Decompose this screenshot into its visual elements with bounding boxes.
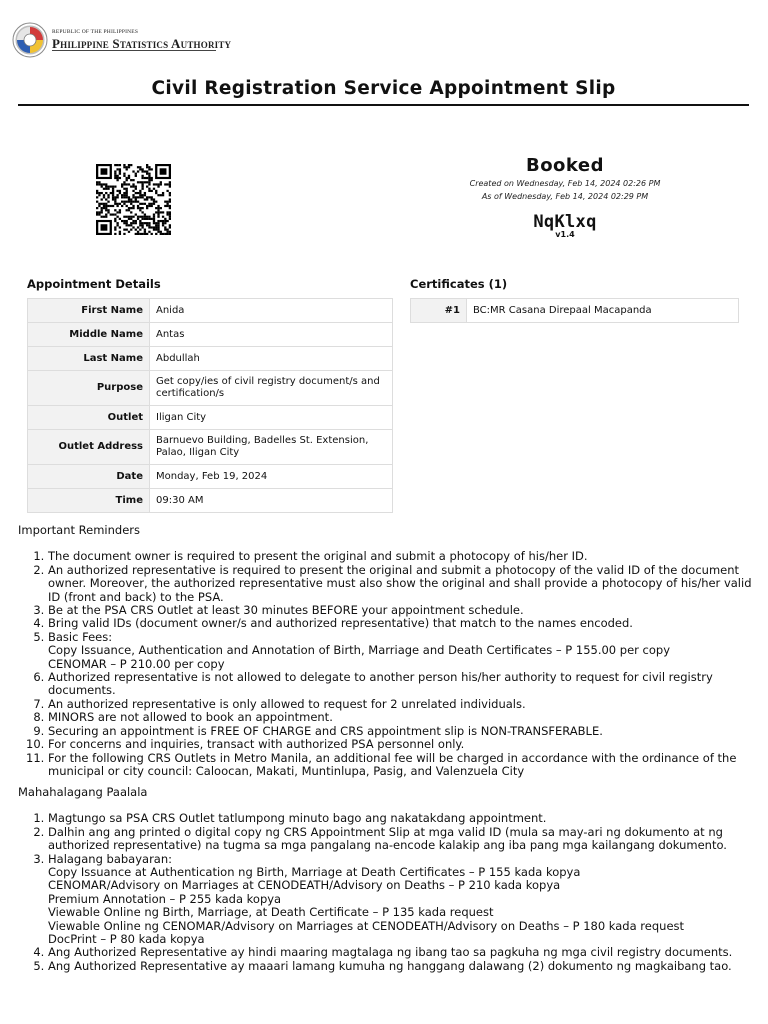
paalala-section	[18, 786, 754, 973]
table-row	[28, 430, 393, 465]
version-label: v1.4	[555, 230, 575, 239]
last-name-label: Last Name	[28, 347, 150, 371]
table-row	[28, 465, 393, 489]
org-name-underline	[52, 50, 216, 51]
psa-seal-logo	[12, 22, 48, 58]
paalala-heading: Mahahalagang Paalala	[18, 785, 148, 799]
middle-name-value: Antas	[150, 323, 393, 347]
table-row	[28, 406, 393, 430]
list-item: 5. Ang Authorized Representative ay maaari lamang kumuha ng hanggang dalawang (2) dokumento ng magkaibang tao.	[48, 960, 754, 973]
as-of-timestamp: As of Wednesday, Feb 14, 2024 02:29 PM	[481, 192, 649, 201]
list-item: 7. An authorized representative is only allowed to request for 2 unrelated individuals.	[48, 698, 754, 711]
reminders-list	[48, 550, 754, 778]
list-item: 11. For the following CRS Outlets in Metro Manila, an additional fee will be charged in accordance with the ordinance of the municipal or city council: Caloocan, Makati, Muntinlupa, Pasig, and Valenzuela City	[48, 752, 754, 779]
certificate-value: BC:MR Casana Direpaal Macapanda	[467, 299, 739, 323]
outlet-label: Outlet	[28, 406, 150, 430]
list-item: 8. MINORS are not allowed to book an appointment.	[48, 711, 754, 724]
created-timestamp: Created on Wednesday, Feb 14, 2024 02:26 PM	[469, 179, 661, 188]
table-row	[28, 323, 393, 347]
date-value: Monday, Feb 19, 2024	[150, 465, 393, 489]
org-name-block	[52, 30, 231, 51]
list-item: 9. Securing an appointment is FREE OF CHARGE and CRS appointment slip is NON-TRANSFERABLE.	[48, 725, 754, 738]
outlet-value: Iligan City	[150, 406, 393, 430]
org-name: Philippine Statistics Authority	[52, 36, 232, 52]
table-row	[28, 299, 393, 323]
fees-label: Basic Fees:	[48, 629, 113, 644]
fee-line: Viewable Online ng Birth, Marriage, at Death Certificate – P 135 kada request	[48, 905, 494, 920]
first-name-label: First Name	[28, 299, 150, 323]
important-reminders-section	[18, 524, 754, 778]
fee-line: Premium Annotation – P 255 kada kopya	[48, 891, 282, 906]
table-row	[28, 347, 393, 371]
table-row	[28, 371, 393, 406]
list-item: 4. Ang Authorized Representative ay hindi maaring magtalaga ng ibang tao sa pagkuha ng mga civil registry documents.	[48, 946, 754, 959]
certificate-number: #1	[411, 299, 467, 323]
outlet-address-label: Outlet Address	[28, 430, 150, 465]
list-item: 3. Be at the PSA CRS Outlet at least 30 minutes BEFORE your appointment schedule.	[48, 604, 754, 617]
page-title: Civil Registration Service Appointment Slip	[151, 78, 616, 99]
list-item: 1. The document owner is required to present the original and submit a photocopy of his/her ID.	[48, 550, 754, 563]
list-item: 10. For concerns and inquiries, transact with authorized PSA personnel only.	[48, 738, 754, 751]
first-name-value: Anida	[150, 299, 393, 323]
title-divider	[18, 104, 749, 106]
booking-status: Booked	[525, 155, 605, 176]
fee-line: CENOMAR – P 210.00 per copy	[48, 656, 225, 671]
paalala-list	[48, 812, 754, 973]
appointment-details-heading: Appointment Details	[27, 277, 161, 291]
list-item	[48, 853, 754, 947]
fee-line: Copy Issuance at Authentication ng Birth, Marriage at Death Certificates – P 155 kada kopya	[48, 865, 581, 880]
appointment-details-table	[27, 298, 393, 513]
list-item: 2. Dalhin ang ang printed o digital copy ng CRS Appointment Slip at mga valid ID (mula sa may-ari ng dokumento at ng authorized representative) na tugma sa mga pangalang na-encode kalakip ang iba pang mga kailangang dokumento.	[48, 826, 754, 853]
outlet-address-value: Barnuevo Building, Badelles St. Extension, Palao, Iligan City	[150, 430, 393, 465]
list-item	[48, 631, 754, 671]
fees-label: Halagang babayaran:	[48, 851, 173, 866]
list-item: 2. An authorized representative is required to present the original and submit a photocopy of the valid ID of the document owner. Moreover, the authorized representative must also show the original and shall provide a photocopy of his/her valid ID (front and back) to the PSA.	[48, 564, 754, 604]
certificates-table	[410, 298, 739, 323]
table-row	[411, 299, 739, 323]
middle-name-label: Middle Name	[28, 323, 150, 347]
reference-code: NqKlxq	[533, 212, 597, 232]
last-name-value: Abdullah	[150, 347, 393, 371]
booking-status-block	[390, 155, 740, 239]
certificates-heading: Certificates (1)	[410, 277, 508, 291]
list-item: 6. Authorized representative is not allowed to delegate to another person his/her authority to request for civil registry documents.	[48, 671, 754, 698]
purpose-value: Get copy/ies of civil registry document/s and certification/s	[150, 371, 393, 406]
important-reminders-heading: Important Reminders	[18, 523, 140, 537]
purpose-label: Purpose	[28, 371, 150, 406]
list-item: 4. Bring valid IDs (document owner/s and authorized representative) that match to the names encoded.	[48, 617, 754, 630]
page-header	[12, 18, 231, 62]
table-row	[28, 489, 393, 513]
date-label: Date	[28, 465, 150, 489]
fee-line: DocPrint – P 80 kada kopya	[48, 932, 205, 947]
time-label: Time	[28, 489, 150, 513]
fee-line: CENOMAR/Advisory on Marriages at CENODEATH/Advisory on Deaths – P 210 kada kopya	[48, 878, 561, 893]
fee-line: Viewable Online ng CENOMAR/Advisory on Marriages at CENODEATH/Advisory on Deaths – P 180 kada request	[48, 918, 685, 933]
list-item: 1. Magtungo sa PSA CRS Outlet tatlumpong minuto bago ang nakatakdang appointment.	[48, 812, 754, 825]
time-value: 09:30 AM	[150, 489, 393, 513]
qr-code	[96, 164, 171, 235]
fee-line: Copy Issuance, Authentication and Annotation of Birth, Marriage and Death Certificates – P 155.00 per copy	[48, 643, 670, 658]
org-country-label: REPUBLIC OF THE PHILIPPINES	[52, 28, 139, 35]
